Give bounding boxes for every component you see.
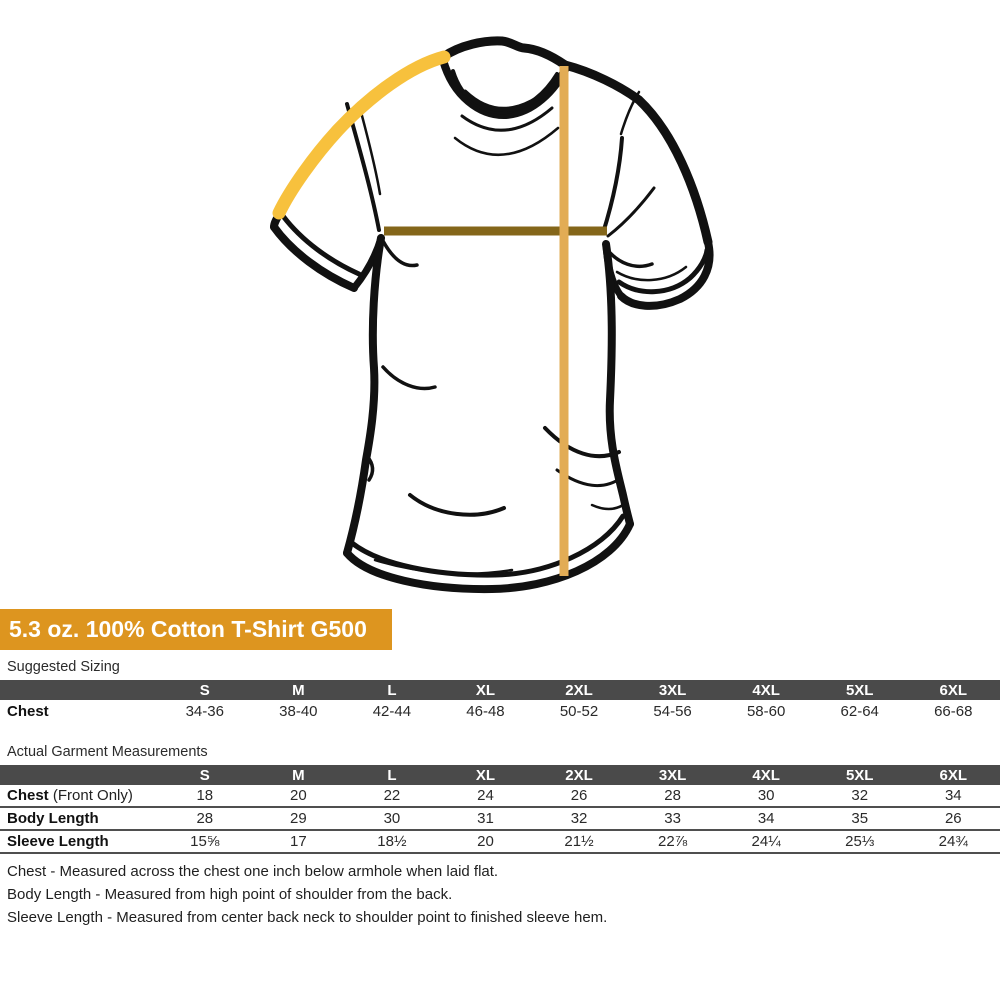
row-label-text: Chest — [7, 703, 49, 720]
column-header: M — [292, 766, 305, 784]
actual-measurements-table — [0, 765, 1000, 854]
table-cell: 66-68 — [934, 703, 973, 720]
table-cell: 29 — [290, 810, 307, 827]
row-label — [0, 810, 158, 827]
table-cell: 38-40 — [279, 703, 318, 720]
row-label-text: Sleeve Length — [7, 833, 109, 850]
column-header: M — [292, 681, 305, 699]
table-cell: 33 — [664, 810, 681, 827]
column-header: 4XL — [752, 766, 780, 784]
sleeve-length-line — [279, 57, 444, 213]
column-header: 3XL — [658, 766, 687, 784]
suggested-sizing-table — [0, 680, 1000, 723]
row-label — [0, 787, 158, 804]
product-title: 5.3 oz. 100% Cotton T-Shirt G500 — [9, 616, 367, 642]
column-header: XL — [475, 681, 496, 699]
table-cell: 20 — [290, 787, 307, 804]
row-label-text: Body Length — [7, 810, 99, 827]
suggested-sizing-label: Suggested Sizing — [7, 659, 120, 675]
measurement-notes — [7, 860, 607, 929]
table-cell: 24¼ — [751, 833, 781, 850]
column-header: 5XL — [845, 681, 874, 699]
table-cell: 26 — [944, 810, 962, 827]
table-row-body-length — [0, 808, 1000, 831]
table-row-chest — [0, 700, 1000, 723]
note-chest: Chest - Measured across the chest one inch below armhole when laid flat. — [7, 863, 499, 880]
column-header: 3XL — [658, 681, 687, 699]
table-cell: 32 — [851, 787, 869, 804]
table-cell: 24 — [477, 787, 494, 804]
table-cell: 28 — [196, 810, 214, 827]
column-header: S — [199, 681, 210, 699]
table-cell: 28 — [664, 787, 681, 804]
table-cell: 34 — [757, 810, 775, 827]
table-cell: 30 — [757, 787, 775, 804]
table-cell: 21½ — [564, 833, 594, 850]
table-row-sleeve-length — [0, 831, 1000, 854]
table-cell: 46-48 — [466, 703, 505, 720]
column-header: L — [387, 681, 397, 699]
table-cell: 18½ — [377, 833, 407, 850]
table-cell: 50-52 — [559, 703, 599, 720]
actual-measurements-label: Actual Garment Measurements — [7, 744, 208, 760]
table-cell: 31 — [477, 810, 494, 827]
table-cell: 17 — [290, 833, 307, 850]
table-row-chest-front-only — [0, 785, 1000, 808]
column-header: 2XL — [565, 681, 593, 699]
table-cell: 22⅞ — [657, 833, 688, 850]
column-header: L — [387, 766, 397, 784]
row-label-note: (Front Only) — [48, 787, 133, 804]
column-header: 2XL — [565, 766, 593, 784]
note-sleeve-length: Sleeve Length - Measured from center back neck to shoulder point to finished sleeve hem. — [7, 909, 608, 926]
column-header: XL — [475, 766, 496, 784]
table-cell: 34 — [944, 787, 962, 804]
table-cell: 58-60 — [746, 703, 786, 720]
note-body-length: Body Length - Measured from high point of shoulder from the back. — [7, 886, 453, 903]
table-cell: 42-44 — [372, 703, 412, 720]
table-cell: 25⅓ — [845, 833, 875, 850]
table-cell: 62-64 — [840, 703, 879, 720]
table-cell: 15⅝ — [190, 833, 220, 850]
row-label — [0, 703, 158, 720]
table-cell: 20 — [477, 833, 494, 850]
column-header: S — [199, 766, 210, 784]
table-cell: 32 — [570, 810, 588, 827]
product-title-banner — [0, 609, 392, 650]
table-cell: 24¾ — [938, 833, 968, 850]
row-label-text: Chest — [7, 787, 49, 804]
table-cell: 35 — [851, 810, 869, 827]
column-header: 6XL — [939, 766, 968, 784]
table-cell: 34-36 — [185, 703, 224, 720]
tshirt-illustration — [240, 8, 760, 608]
actual-header-row — [0, 765, 1000, 785]
row-label — [0, 833, 158, 850]
column-header: 6XL — [939, 681, 968, 699]
table-cell: 18 — [196, 787, 214, 804]
table-cell: 22 — [383, 787, 401, 804]
column-header: 4XL — [752, 681, 780, 699]
tshirt-diagram — [240, 8, 760, 608]
table-cell: 26 — [570, 787, 588, 804]
table-cell: 30 — [383, 810, 401, 827]
suggested-header-row — [0, 680, 1000, 700]
table-cell: 54-56 — [653, 703, 692, 720]
column-header: 5XL — [845, 766, 874, 784]
